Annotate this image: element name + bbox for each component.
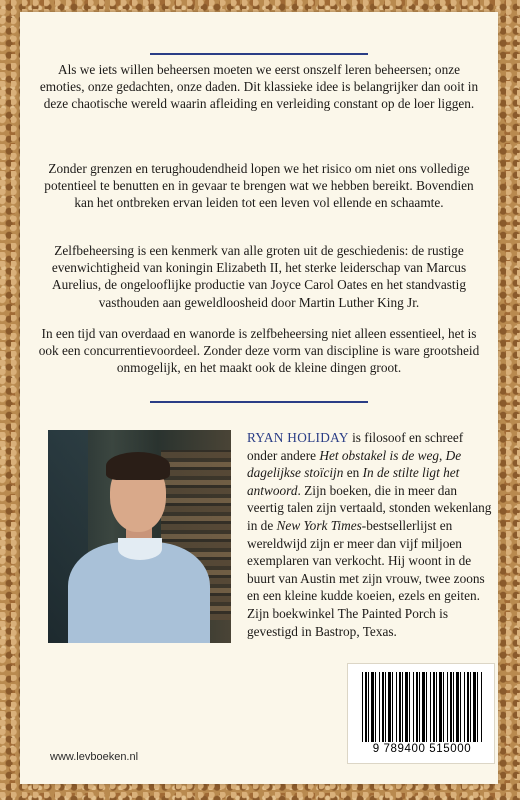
publisher-url: www.levboeken.nl [50, 751, 139, 763]
middle-divider [150, 401, 368, 403]
blurb-text-3: Zelfbeheersing is een kenmerk van alle groten uit de geschiedenis: de rustige evenwichtigheid van koningin Elizabeth II, het sterke leiderschap van Marcus Aurelius, de ongelooflijke productie van Joyce Carol Oates en het standvastig vasthouden aan geweldloosheid door Martin Luther King Jr. [51, 243, 467, 310]
book-title-3: In de stilte ligt het antwoord [247, 465, 460, 498]
barcode-bars [362, 672, 482, 742]
book-title-2: De dagelijkse stoïcijn [247, 447, 462, 481]
bio-segment-2: , [439, 447, 446, 463]
blurb-text-1: Als we iets willen beheersen moeten we eerst onszelf leren beheersen; onze emoties, onze gedachten, onze daden. Dit klassieke idee is belangrijker dan ooit in deze chaotische wereld waarin afleiding en verleiding constant op de loer liggen. [39, 62, 479, 112]
blurb-paragraph-4 [34, 325, 484, 377]
photo-collar [118, 538, 162, 560]
bio-segment-1: is filosoof en schreef onder andere [247, 430, 464, 463]
book-title-1: Het obstakel is de weg [319, 447, 440, 463]
bio-segment-4: . Zijn boeken, die in meer dan veertig talen zijn vertaald, stonden wekenlang in de [247, 482, 492, 533]
photo-hair [106, 452, 170, 480]
bio-segment-5: -bestsellerlijst en wereldwijd zijn er meer dan vijf miljoen exemplaren van verkocht. Hij woont in de buurt van Austin met zijn vrouw, twee zoons en een kleine kudde koeien, ezels en geiten. Zijn boekwinkel The Painted Porch is gevestigd in Bastrop, Texas. [247, 517, 485, 639]
blurb-text-2: Zonder grenzen en terughoudendheid lopen we het risico om niet ons volledige potentieel te benutten en in gevaar te brengen wat we hebben bereikt. Bovendien kan het ontbreken ervan leiden tot een leven vol ellende en schaamte. [44, 161, 474, 211]
author-name: RYAN HOLIDAY [247, 430, 349, 445]
blurb-text-4: In een tijd van overdaad en wanorde is zelfbeheersing niet alleen essentieel, het is ook een concurrentievoordeel. Zonder deze vorm van discipline is ware grootsheid onmogelijk, en het maakt ook de kleine dingen groot. [38, 326, 480, 376]
blurb-paragraph-3 [34, 242, 484, 311]
top-divider [150, 53, 368, 55]
barcode [347, 663, 495, 764]
newspaper-title: New York Times [276, 517, 362, 533]
back-cover-panel [20, 12, 498, 784]
blurb-paragraph-1 [34, 61, 484, 113]
author-bio-text [247, 429, 492, 640]
author-photo [48, 430, 231, 643]
isbn-number: 9 789400 515000 [372, 743, 472, 755]
blurb-paragraph-2 [34, 160, 484, 212]
bio-segment-3: en [343, 465, 363, 481]
author-bio [247, 429, 492, 640]
